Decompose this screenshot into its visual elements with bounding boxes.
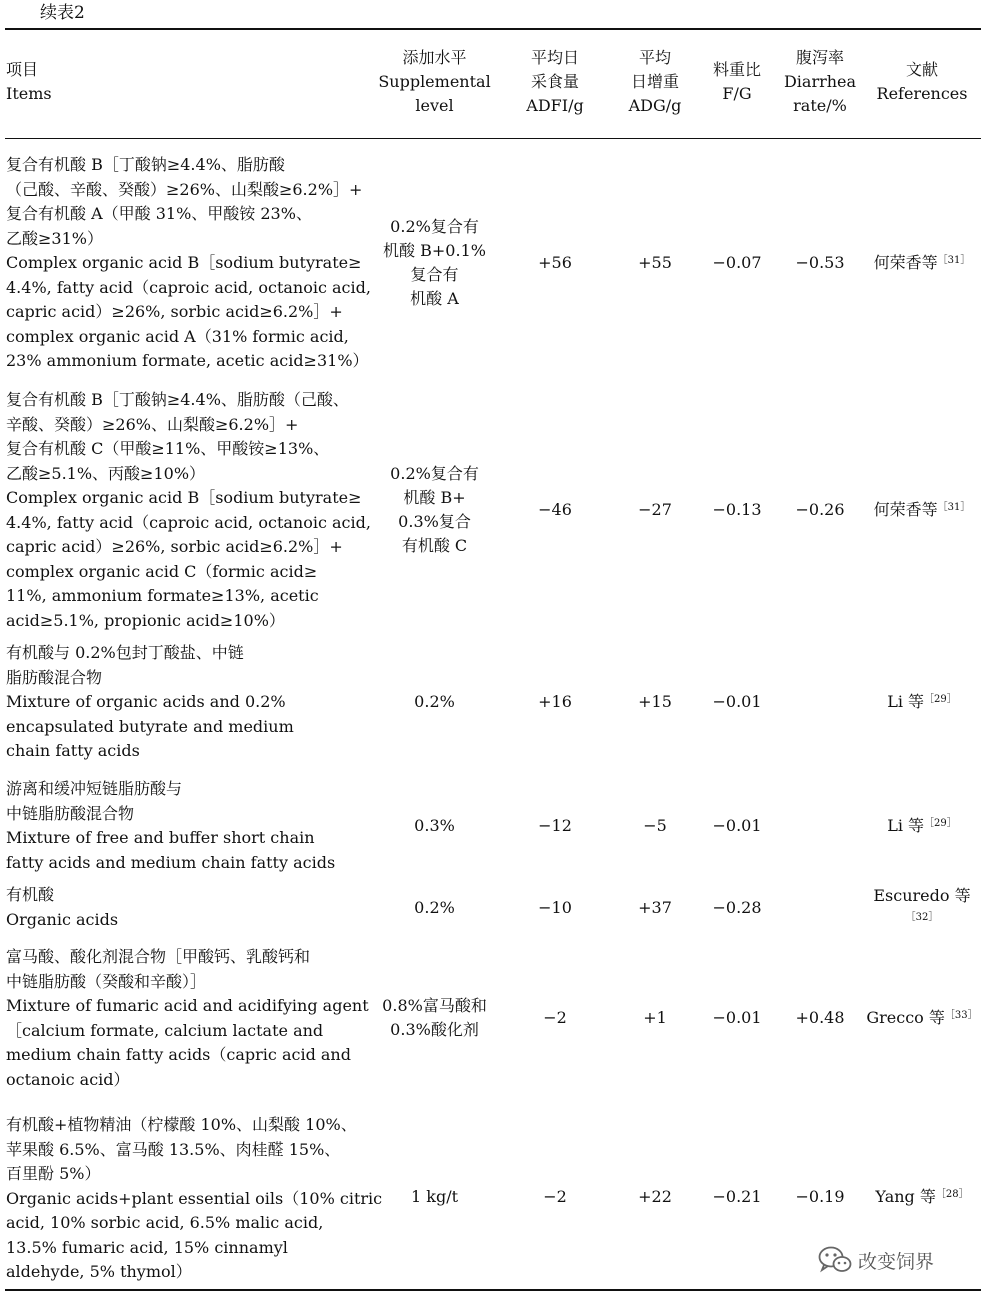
fg-value: −0.07 <box>712 253 762 272</box>
item-line: 富马酸、酸化剂混合物［甲酸钙、乳酸钙和 <box>6 947 311 966</box>
reference-number: ［31］ <box>937 502 971 513</box>
watermark <box>818 1244 934 1276</box>
header-adfi-line: ADFI/g <box>526 96 584 115</box>
item-line: 有机酸 <box>6 885 55 904</box>
diarrhea-value: +0.48 <box>795 1008 845 1027</box>
fg-value: −0.28 <box>712 898 762 917</box>
level-line: 0.3% <box>414 816 455 835</box>
item-description <box>6 1113 383 1285</box>
item-line: acid, 10% sorbic acid, 6.5% malic acid, <box>6 1213 324 1232</box>
item-line: Organic acids <box>6 909 119 929</box>
header-items-en: Items <box>6 84 52 103</box>
item-description <box>6 388 371 633</box>
item-line: complex organic acid A（31% formic acid, <box>6 326 349 346</box>
supplemental-level <box>372 215 497 311</box>
fg-value: −0.13 <box>712 500 762 519</box>
reference <box>858 884 986 932</box>
adg-value: +22 <box>638 1187 672 1206</box>
supplemental-level <box>372 896 497 920</box>
diarrhea-value: −0.26 <box>795 500 845 519</box>
reference <box>858 1006 986 1030</box>
reference-author: Grecco 等 <box>866 1008 945 1027</box>
reference-number: ［33］ <box>944 1010 978 1021</box>
supplemental-level <box>372 814 497 838</box>
header-fg <box>697 58 777 106</box>
top-rule <box>5 28 981 30</box>
header-rule <box>5 138 981 139</box>
item-line: 复合有机酸 B［丁酸钠≥4.4%、脂肪酸（己酸、 <box>6 390 349 409</box>
reference <box>858 690 986 714</box>
header-adfi <box>512 46 598 118</box>
level-line: 0.2% <box>414 898 455 917</box>
header-adfi-line: 采食量 <box>530 72 579 91</box>
header-level-line: level <box>415 96 454 115</box>
reference-number: ［28］ <box>935 1189 969 1200</box>
item-line: 辛酸、癸酸）≥26%、山梨酸≥6.2%］+ <box>6 414 299 434</box>
item-line: 脂肪酸混合物 <box>6 667 103 687</box>
item-line: Mixture of free and buffer short chain <box>6 828 315 847</box>
fg-value: −0.01 <box>712 1008 762 1027</box>
item-line: 11%, ammonium formate≥13%, acetic <box>6 586 319 605</box>
adfi-value: −2 <box>543 1008 567 1027</box>
table-caption: 续表2 <box>40 3 85 23</box>
reference <box>858 498 986 522</box>
reference-number: ［32］ <box>905 912 939 923</box>
reference <box>858 814 986 838</box>
item-line: ［calcium formate, calcium lactate and <box>6 1020 324 1040</box>
header-references <box>858 58 986 106</box>
header-items-cn: 项目 <box>6 60 39 79</box>
diarrhea-value: −0.19 <box>795 1187 845 1206</box>
reference-author: Li 等 <box>887 816 925 835</box>
item-line: Complex organic acid B［sodium butyrate≥ <box>6 253 362 272</box>
reference-number: ［29］ <box>924 818 957 829</box>
item-line: Organic acids+plant essential oils（10% citric <box>6 1188 383 1208</box>
supplemental-level <box>372 462 497 558</box>
reference-number: ［29］ <box>924 694 957 705</box>
adfi-value: −12 <box>538 816 572 835</box>
header-adg-line: 日增重 <box>630 72 679 91</box>
item-line: 乙酸≥5.1%、丙酸≥10%） <box>6 463 206 483</box>
item-description <box>6 153 371 374</box>
adfi-value: −46 <box>538 500 572 519</box>
reference-number: ［31］ <box>937 255 971 266</box>
item-line: 乙酸≥31%） <box>6 228 103 248</box>
adg-value: +1 <box>643 1008 667 1027</box>
level-line: 0.3%酸化剂 <box>390 1020 479 1039</box>
header-adg-line: ADG/g <box>628 96 682 115</box>
item-description <box>6 883 368 932</box>
level-line: 0.2%复合有 <box>390 464 479 483</box>
watermark-text: 改变饲界 <box>858 1250 935 1273</box>
item-line: 23% ammonium formate, acetic acid≥31%） <box>6 351 369 370</box>
reference-author: 何荣香等 <box>873 253 938 272</box>
item-line: Mixture of organic acids and 0.2% <box>6 692 286 711</box>
level-line: 复合有 <box>410 265 459 284</box>
reference-author: 何荣香等 <box>873 500 938 519</box>
item-line: capric acid）≥26%, sorbic acid≥6.2%］+ <box>6 302 343 321</box>
item-line: aldehyde, 5% thymol） <box>6 1262 192 1281</box>
item-line: 4.4%, fatty acid（caproic acid, octanoic acid, <box>6 512 371 532</box>
wechat-icon <box>818 1245 852 1275</box>
reference <box>858 251 986 275</box>
item-line: 13.5% fumaric acid, 15% cinnamyl <box>6 1237 288 1257</box>
header-diarrhea-line: Diarrhea <box>783 72 857 91</box>
level-line: 1 kg/t <box>410 1187 459 1206</box>
diarrhea-value: −0.53 <box>795 253 845 272</box>
adg-value: +37 <box>638 898 672 917</box>
adg-value: +55 <box>638 253 672 272</box>
header-diarrhea <box>780 46 860 118</box>
fg-value: −0.01 <box>712 816 762 835</box>
item-description <box>6 641 368 764</box>
supplemental-level <box>372 1185 497 1209</box>
fg-value: −0.21 <box>712 1187 762 1206</box>
supplemental-level <box>372 994 497 1042</box>
adg-value: −5 <box>643 816 667 835</box>
reference <box>858 1185 986 1209</box>
header-level-line: 添加水平 <box>402 48 467 67</box>
item-line: 复合有机酸 B［丁酸钠≥4.4%、脂肪酸 <box>6 155 285 174</box>
fg-value: −0.01 <box>712 692 762 711</box>
item-line: complex organic acid C（formic acid≥ <box>6 561 318 581</box>
bottom-rule <box>5 1289 981 1291</box>
header-fg-line: F/G <box>722 84 752 103</box>
item-line: Mixture of fumaric acid and acidifying agent <box>6 996 369 1015</box>
item-line: 苹果酸 6.5%、富马酸 13.5%、肉桂醛 15%、 <box>6 1139 341 1159</box>
level-line: 0.2%复合有 <box>390 217 479 236</box>
item-line: chain fatty acids <box>6 741 140 760</box>
header-items <box>6 58 52 106</box>
adfi-value: −10 <box>538 898 572 917</box>
item-line: 复合有机酸 C（甲酸≥11%、甲酸铵≥13%、 <box>6 439 330 458</box>
header-fg-line: 料重比 <box>712 60 761 79</box>
level-line: 机酸 B+ <box>403 488 466 507</box>
header-references-line: References <box>876 84 968 103</box>
item-line: 中链脂肪酸混合物 <box>6 803 135 823</box>
header-diarrhea-line: 腹泻率 <box>795 48 844 67</box>
header-level <box>372 46 497 118</box>
level-line: 0.8%富马酸和 <box>382 996 487 1015</box>
header-references-line: 文献 <box>905 60 938 79</box>
item-line: acid≥5.1%, propionic acid≥10%） <box>6 610 285 630</box>
item-line: 有机酸+植物精油（柠檬酸 10%、山梨酸 10%、 <box>6 1115 357 1134</box>
adfi-value: +16 <box>538 692 572 711</box>
header-adg <box>612 46 698 118</box>
reference-author: Li 等 <box>887 692 925 711</box>
item-line: capric acid）≥26%, sorbic acid≥6.2%］+ <box>6 537 343 556</box>
adg-value: +15 <box>638 692 672 711</box>
item-line: （己酸、辛酸、癸酸）≥26%、山梨酸≥6.2%］+ <box>6 179 363 199</box>
item-line: 游离和缓冲短链脂肪酸与 <box>6 779 183 798</box>
item-line: encapsulated butyrate and medium <box>6 716 294 736</box>
header-adg-line: 平均 <box>638 48 671 67</box>
header-level-line: Supplemental <box>378 72 491 91</box>
item-description <box>6 777 368 875</box>
adg-value: −27 <box>638 500 672 519</box>
level-line: 有机酸 C <box>401 536 468 555</box>
supplemental-level <box>372 690 497 714</box>
item-line: fatty acids and medium chain fatty acids <box>6 852 336 872</box>
item-line: 有机酸与 0.2%包封丁酸盐、中链 <box>6 643 244 662</box>
item-line: 复合有机酸 A（甲酸 31%、甲酸铵 23%、 <box>6 204 312 223</box>
reference-author: Escuredo 等 <box>873 886 971 905</box>
level-line: 0.3%复合 <box>398 512 471 531</box>
item-description <box>6 945 368 1092</box>
item-line: medium chain fatty acids（capric acid and <box>6 1045 351 1064</box>
item-line: 中链脂肪酸（癸酸和辛酸）］ <box>6 971 207 991</box>
item-line: 4.4%, fatty acid（caproic acid, octanoic acid, <box>6 277 371 297</box>
header-diarrhea-line: rate/% <box>793 96 847 115</box>
item-line: Complex organic acid B［sodium butyrate≥ <box>6 488 362 507</box>
item-line: octanoic acid） <box>6 1069 130 1089</box>
level-line: 0.2% <box>414 692 455 711</box>
adfi-value: +56 <box>538 253 572 272</box>
level-line: 机酸 B+0.1% <box>383 241 486 260</box>
item-line: 百里酚 5%） <box>6 1164 101 1183</box>
level-line: 机酸 A <box>410 289 459 308</box>
reference-author: Yang 等 <box>875 1187 936 1206</box>
adfi-value: −2 <box>543 1187 567 1206</box>
header-adfi-line: 平均日 <box>530 48 579 67</box>
